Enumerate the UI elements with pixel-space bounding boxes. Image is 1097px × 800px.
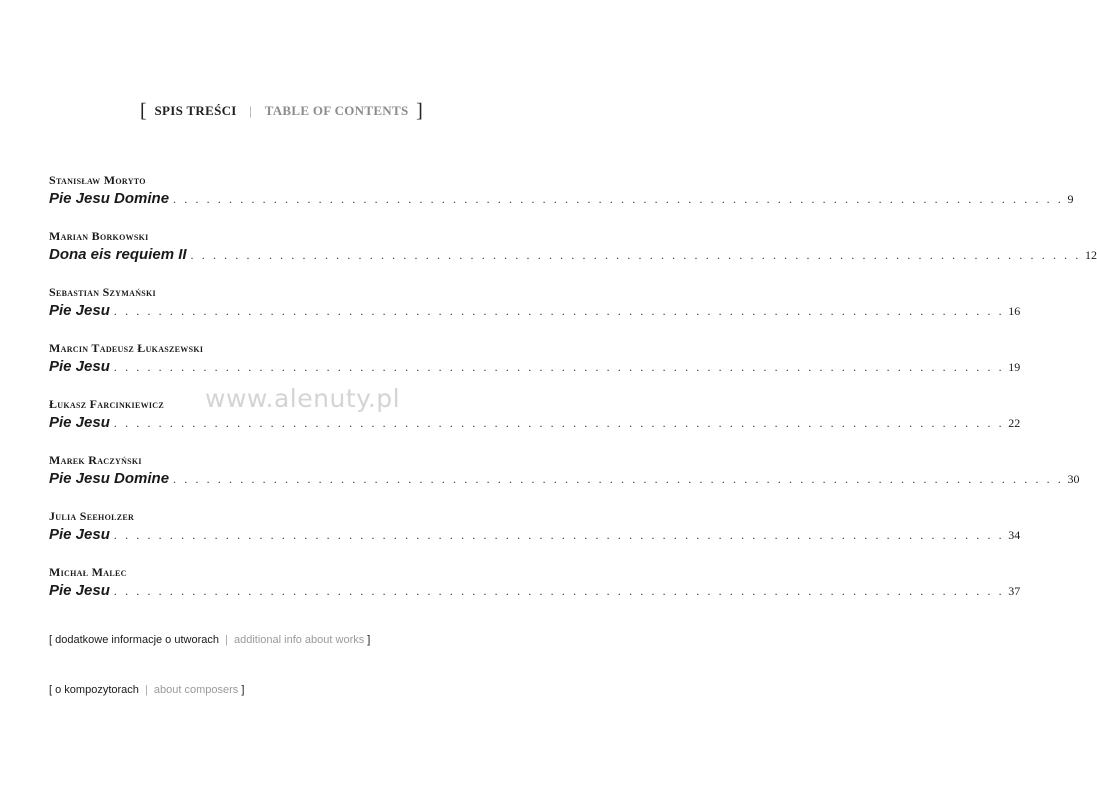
composer-name: Michał Malec: [49, 565, 127, 579]
heading-close-bracket: ]: [416, 100, 424, 122]
toc-heading: [0, 100, 563, 123]
composer-name: Marek Raczyński: [49, 453, 142, 467]
composer-name: Marcin Tadeusz Łukaszewski: [49, 341, 204, 355]
page-number: 22: [1008, 416, 1021, 430]
page-number: 12: [1084, 248, 1097, 262]
page-number: 16: [1008, 304, 1021, 318]
composer-name: Marian Borkowski: [49, 229, 149, 243]
composer-name: Sebastian Szymański: [49, 285, 156, 299]
work-line: [49, 582, 1021, 604]
work-title: Pie Jesu: [49, 302, 110, 319]
extra-open-bracket: [: [49, 684, 53, 696]
work-title: Pie Jesu: [49, 358, 110, 375]
dot-leader: . . . . . . . . . . . . . . . . . . . . . . . . . . . . . . . . . . . . . . . . . . . . . . . . . . . . . . . . . . . . . . . . . . . . . . . . . . . . . . . .: [190, 248, 1081, 262]
toc-entry[interactable]: [49, 282, 1021, 338]
work-line: [49, 246, 1097, 268]
dot-leader: . . . . . . . . . . . . . . . . . . . . . . . . . . . . . . . . . . . . . . . . . . . . . . . . . . . . . . . . . . . . . . . . . . . . . . . . . . . . . . . .: [113, 584, 1005, 598]
work-line: [49, 358, 1021, 380]
extra-label-en: about composers: [153, 684, 239, 696]
work-title: Dona eis requiem II: [49, 246, 187, 263]
extra-close-bracket: ]: [367, 634, 371, 646]
dot-leader: . . . . . . . . . . . . . . . . . . . . . . . . . . . . . . . . . . . . . . . . . . . . . . . . . . . . . . . . . . . . . . . . . . . . . . . . . . . . . . . .: [173, 192, 1064, 206]
extra-label-en: additional info about works: [233, 634, 365, 646]
extra-close-bracket: ]: [241, 684, 245, 696]
watermark: www.alenuty.pl: [205, 384, 401, 413]
work-title: Pie Jesu: [49, 414, 110, 431]
extra-label-pl: o kompozytorach: [55, 684, 139, 696]
work-title: Pie Jesu: [49, 582, 110, 599]
dot-leader: . . . . . . . . . . . . . . . . . . . . . . . . . . . . . . . . . . . . . . . . . . . . . . . . . . . . . . . . . . . . . . . . . . . . . . . . . . . . . . . .: [113, 528, 1005, 542]
heading-title-en: TABLE OF CONTENTS: [264, 103, 409, 118]
toc-entry[interactable]: [49, 226, 1097, 282]
dot-leader: . . . . . . . . . . . . . . . . . . . . . . . . . . . . . . . . . . . . . . . . . . . . . . . . . . . . . . . . . . . . . . . . . . . . . . . . . . . . . . . .: [113, 416, 1005, 430]
work-line: [49, 414, 1021, 436]
work-line: [49, 526, 1021, 548]
additional-info-link[interactable]: [49, 634, 370, 646]
page-number: 34: [1008, 528, 1021, 542]
composer-name: Stanisław Moryto: [49, 173, 146, 187]
toc-entry[interactable]: [49, 506, 1021, 562]
heading-open-bracket: [: [139, 100, 147, 122]
work-title: Pie Jesu: [49, 526, 110, 543]
toc-entry[interactable]: [49, 450, 1080, 506]
toc-entry[interactable]: [49, 170, 1074, 226]
work-line: [49, 190, 1074, 212]
page-number: 37: [1008, 584, 1021, 598]
extra-separator: |: [225, 634, 228, 646]
extra-open-bracket: [: [49, 634, 53, 646]
work-title: Pie Jesu Domine: [49, 470, 170, 487]
heading-title-pl: SPIS TREŚCI: [154, 103, 237, 118]
composer-name: Julia Seeholzer: [49, 509, 135, 523]
page-number: 9: [1067, 192, 1074, 206]
composer-name: Łukasz Farcinkiewicz: [49, 397, 165, 411]
dot-leader: . . . . . . . . . . . . . . . . . . . . . . . . . . . . . . . . . . . . . . . . . . . . . . . . . . . . . . . . . . . . . . . . . . . . . . . . . . . . . . . .: [113, 360, 1005, 374]
about-composers-link[interactable]: [49, 684, 244, 696]
toc-entry[interactable]: [49, 562, 1021, 618]
page-number: 19: [1008, 360, 1021, 374]
dot-leader: . . . . . . . . . . . . . . . . . . . . . . . . . . . . . . . . . . . . . . . . . . . . . . . . . . . . . . . . . . . . . . . . . . . . . . . . . . . . . . . .: [113, 304, 1005, 318]
heading-separator: |: [249, 103, 253, 118]
page-number: 30: [1067, 472, 1080, 486]
dot-leader: . . . . . . . . . . . . . . . . . . . . . . . . . . . . . . . . . . . . . . . . . . . . . . . . . . . . . . . . . . . . . . . . . . . . . . . . . . . . . . . .: [173, 472, 1064, 486]
work-line: [49, 470, 1080, 492]
extra-separator: |: [144, 684, 148, 696]
work-line: [49, 302, 1021, 324]
extra-label-pl: dodatkowe informacje o utworach: [55, 634, 219, 646]
work-title: Pie Jesu Domine: [49, 190, 170, 207]
